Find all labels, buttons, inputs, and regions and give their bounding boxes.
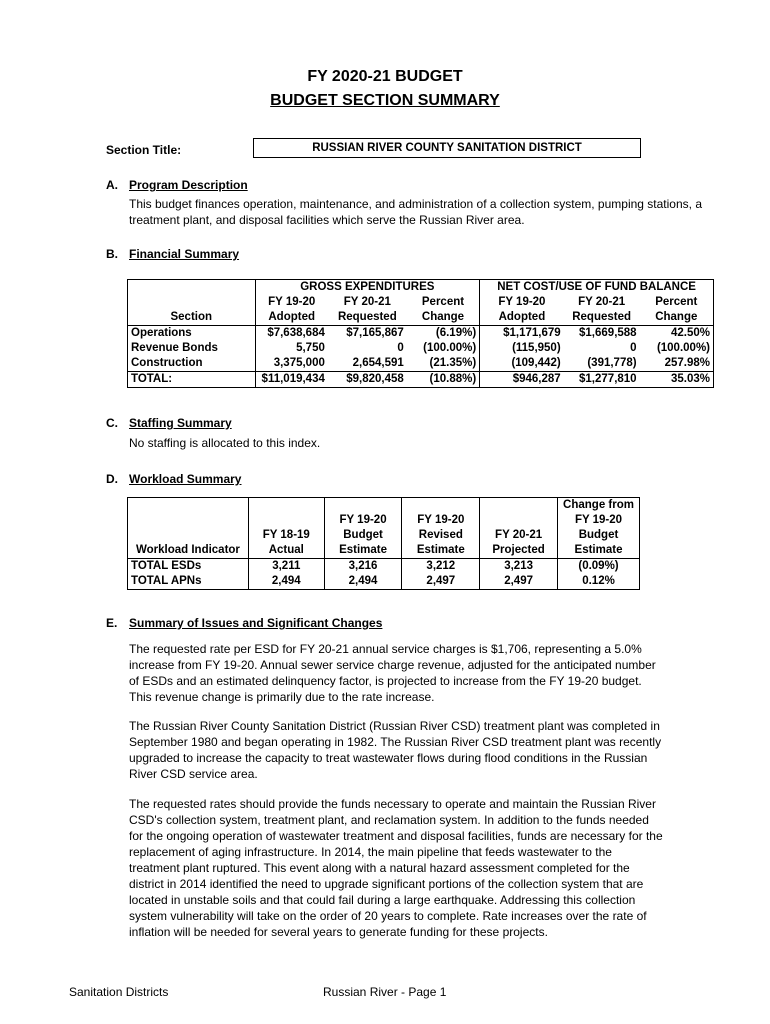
issues-paragraph-3 xyxy=(129,796,663,940)
paragraph-line: The Russian River County Sanitation District (Russian River CSD) treatment plant was completed in xyxy=(129,719,660,733)
table-cell: 2,497 xyxy=(480,574,558,590)
column-header: Projected xyxy=(480,543,558,559)
paragraph-line: treatment plant ruptured. This event along with a natural hazard assessment completed for the xyxy=(129,861,630,875)
table-cell: $1,171,679 xyxy=(503,327,561,339)
column-header: FY 19-20 xyxy=(574,514,623,526)
table-cell: (109,442) xyxy=(511,357,561,369)
column-header: Section xyxy=(128,310,256,326)
table-cell: $7,165,867 xyxy=(346,327,404,339)
table-header-row xyxy=(128,295,714,310)
column-header: Budget xyxy=(324,528,402,543)
table-cell: 2,494 xyxy=(248,574,324,590)
page-subtitle: BUDGET SECTION SUMMARY xyxy=(270,92,500,109)
column-header: Change from xyxy=(563,499,634,511)
total-label: TOTAL: xyxy=(128,372,256,388)
table-cell: (6.19%) xyxy=(407,326,480,342)
paragraph-line: system vulnerability will take on the order of 20 years to complete. Rate increases over the rate of xyxy=(129,909,647,923)
column-header: Adopted xyxy=(498,311,546,323)
table-cell: 5,750 xyxy=(296,342,325,354)
table-cell: (115,950) xyxy=(512,342,561,354)
table-row xyxy=(128,341,714,356)
table-cell: $9,820,458 xyxy=(346,373,404,385)
table-cell: 2,494 xyxy=(324,574,402,590)
column-header: Percent xyxy=(407,295,480,310)
paragraph-line: replacement of aging infrastructure. In 2014, the main pipeline that feeds wastewater to the xyxy=(129,845,612,859)
column-header: Estimate xyxy=(574,544,623,556)
section-e-letter: E. xyxy=(106,616,118,630)
paragraph-line: inflation will be needed for several years to generate funding for these projects. xyxy=(129,925,548,939)
table-cell: (0.09%) xyxy=(578,560,619,572)
table-cell: 42.50% xyxy=(670,327,710,339)
column-header: Change xyxy=(407,310,480,326)
paragraph-line: of ESDs and an estimated delinquency factor, is projected to increase from the FY 19-20 budget. xyxy=(129,674,642,688)
column-header: FY 19-20 xyxy=(402,513,480,528)
table-header-row xyxy=(128,513,640,528)
table-cell: (21.35%) xyxy=(407,356,480,372)
section-b-heading: Financial Summary xyxy=(129,247,240,261)
section-c-letter: C. xyxy=(106,416,118,430)
paragraph-line: River CSD service area. xyxy=(129,767,258,781)
program-description-line: treatment plant, and disposal facilities which serve the Russian River area. xyxy=(129,213,525,227)
section-e-heading: Summary of Issues and Significant Changes xyxy=(129,616,383,630)
table-cell: 3,211 xyxy=(248,559,324,575)
column-header: Budget xyxy=(578,529,619,541)
column-header: Percent xyxy=(655,296,698,308)
column-header: Estimate xyxy=(402,543,480,559)
table-row xyxy=(128,326,714,342)
table-cell: 35.03% xyxy=(670,373,710,385)
paragraph-line: The requested rate per ESD for FY 20-21 annual service charges is $1,706, representing a 5.0% xyxy=(129,642,642,656)
group-header-gross: GROSS EXPENDITURES xyxy=(255,280,480,296)
table-cell: (10.88%) xyxy=(407,372,480,388)
row-label: TOTAL ESDs xyxy=(128,559,249,575)
paragraph-line: for the ongoing operation of wastewater treatment and disposal facilities, funds are necessary for the xyxy=(129,829,663,843)
section-d-heading: Workload Summary xyxy=(129,472,242,486)
paragraph-line: increase from FY 19-20. Annual sewer service charge revenue, adjusted for the anticipated number xyxy=(129,658,656,672)
column-header: Actual xyxy=(248,543,324,559)
column-header: Adopted xyxy=(268,311,316,323)
column-header: FY 19-20 xyxy=(268,296,316,308)
table-cell: 2,654,591 xyxy=(352,357,404,369)
section-b-letter: B. xyxy=(106,247,118,261)
table-cell: 3,212 xyxy=(402,559,480,575)
table-cell: $1,277,810 xyxy=(579,373,637,385)
column-header: FY 20-21 xyxy=(343,296,391,308)
section-title-label: Section Title: xyxy=(106,143,182,157)
section-a-heading: Program Description xyxy=(129,178,248,192)
table-header-row xyxy=(128,310,714,326)
table-cell: (100.00%) xyxy=(407,341,480,356)
section-d-letter: D. xyxy=(106,472,118,486)
table-header-row xyxy=(128,528,640,543)
paragraph-line: The requested rates should provide the funds necessary to operate and maintain the Russian River xyxy=(129,797,656,811)
paragraph-line: September 1980 and began operating in 1982. The Russian River CSD treatment plant was recently xyxy=(129,735,662,749)
table-row xyxy=(128,559,640,575)
table-cell: $1,669,588 xyxy=(579,327,637,339)
table-cell: (100.00%) xyxy=(656,342,710,354)
section-a-letter: A. xyxy=(106,178,118,192)
issues-paragraph-2 xyxy=(129,718,661,782)
table-row xyxy=(128,574,640,590)
section-c-heading: Staffing Summary xyxy=(129,416,232,430)
row-label: Revenue Bonds xyxy=(128,341,256,356)
section-title-value: RUSSIAN RIVER COUNTY SANITATION DISTRICT xyxy=(253,138,641,158)
footer-left: Sanitation Districts xyxy=(69,985,169,999)
group-header-net-cost: NET COST/USE OF FUND BALANCE xyxy=(480,280,714,296)
paragraph-line: upgraded to increase the capacity to treat wastewater flows during flood conditions in the Russian xyxy=(129,751,648,765)
table-cell: 3,216 xyxy=(324,559,402,575)
paragraph-line: This revenue change is primarily due to the rate increase. xyxy=(129,690,435,704)
row-label: TOTAL APNs xyxy=(128,574,249,590)
table-cell: 0 xyxy=(630,342,637,354)
financial-summary-table xyxy=(127,279,714,388)
table-cell: $7,638,684 xyxy=(267,327,325,339)
table-cell: $946,287 xyxy=(512,373,561,385)
table-group-header-row xyxy=(128,280,714,296)
table-cell: 3,213 xyxy=(480,559,558,575)
column-header: FY 19-20 xyxy=(324,513,402,528)
row-label: Construction xyxy=(128,356,256,372)
table-cell: 0 xyxy=(397,342,404,354)
table-cell: 0.12% xyxy=(582,575,615,587)
column-header: Requested xyxy=(337,311,397,323)
column-header: FY 20-21 xyxy=(578,296,626,308)
column-header: FY 20-21 xyxy=(480,528,558,543)
page-title: FY 2020-21 BUDGET xyxy=(307,68,463,85)
issues-paragraph-1 xyxy=(129,641,656,705)
table-row xyxy=(128,356,714,372)
table-total-row xyxy=(128,372,714,388)
column-header: Requested xyxy=(572,311,632,323)
column-header: FY 19-20 xyxy=(498,296,546,308)
table-cell: 257.98% xyxy=(664,357,710,369)
table-cell: $11,019,434 xyxy=(261,373,325,385)
column-header: Change xyxy=(655,311,698,323)
row-label: Operations xyxy=(128,326,256,342)
staffing-text: No staffing is allocated to this index. xyxy=(129,436,321,450)
workload-summary-table xyxy=(127,497,640,590)
program-description-line: This budget finances operation, maintenance, and administration of a collection system, pumping stations, a xyxy=(129,197,702,211)
footer-page: Russian River - Page 1 xyxy=(323,985,447,999)
paragraph-line: district in 2014 identified the need to upgrade significant portions of the collection system that are xyxy=(129,877,644,891)
table-header-row xyxy=(128,543,640,559)
table-header-row xyxy=(128,498,640,514)
table-cell: (391,778) xyxy=(587,357,637,369)
paragraph-line: located in unstable soils and that could fail during a large earthquake. Addressing this collection xyxy=(129,893,636,907)
table-cell: 2,497 xyxy=(402,574,480,590)
table-cell: 3,375,000 xyxy=(273,357,325,369)
paragraph-line: CSD's collection system, treatment plant, and reclamation system. In addition to the funds needed xyxy=(129,813,649,827)
column-header: Workload Indicator xyxy=(128,543,249,559)
column-header: Estimate xyxy=(324,543,402,559)
column-header: FY 18-19 xyxy=(248,528,324,543)
column-header: Revised xyxy=(402,528,480,543)
